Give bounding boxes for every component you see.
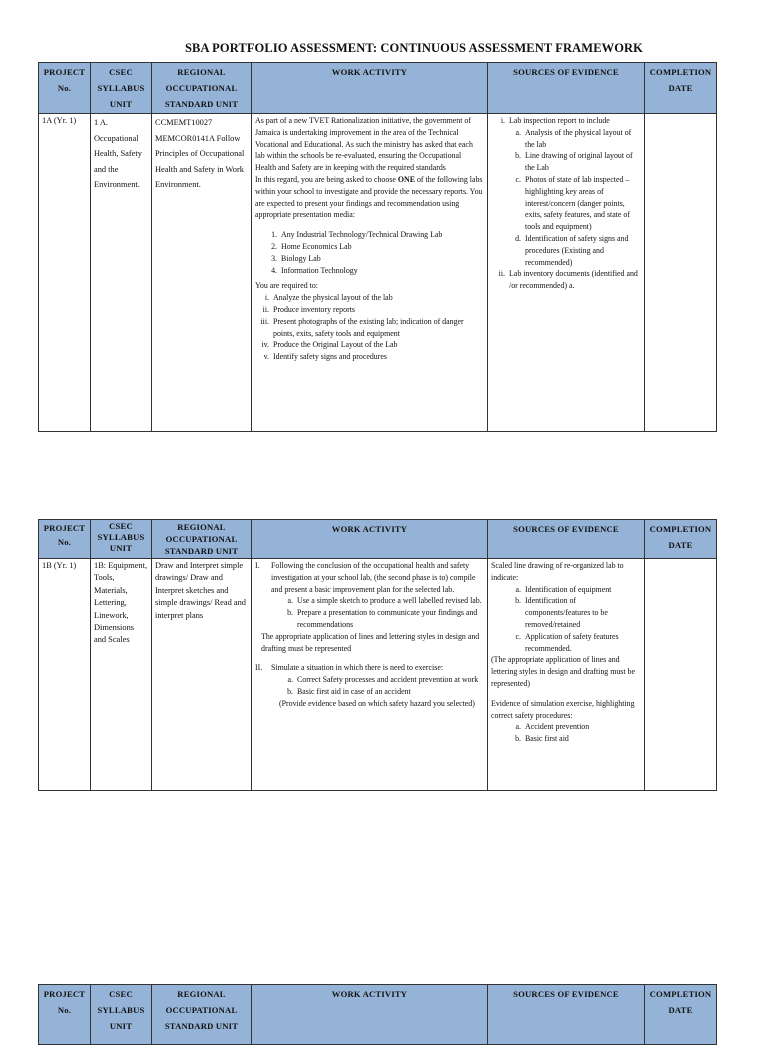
header-regional-standard-unit: REGIONAL OCCUPATIONAL STANDARD UNIT (152, 520, 252, 559)
header-regional-standard-unit: REGIONAL OCCUPATIONAL STANDARD UNIT (152, 985, 252, 1045)
work-instruction: In this regard, you are being asked to choose ONE of the following labs within your school to investigate and provide the necessary reports. You are expected to present your findings and recommendation using appropriate presentation media: (255, 174, 483, 220)
assessment-table-next (38, 984, 717, 1045)
list-item: d. Identification of safety signs and procedures (Existing and recommended) (515, 233, 629, 267)
list-item: i. Lab inspection report to include (500, 116, 610, 125)
header-sources-of-evidence: SOURCES OF EVIDENCE (488, 520, 645, 559)
regional-standard-cell: CCMEMT10027 MEMCOR0141A Follow Principles of Occupational Health and Safety in Work Environment. (152, 114, 252, 432)
list-item: II. Simulate a situation in which there is need to exercise: (255, 663, 444, 673)
part1-sublist (255, 595, 484, 630)
lab-options-list (255, 229, 484, 276)
list-item: 3. Biology Lab (271, 253, 321, 263)
table-header-row (39, 520, 717, 559)
header-project-no: PROJECT No. (39, 63, 91, 114)
table-row (39, 114, 717, 432)
sources-of-evidence-cell (488, 559, 645, 791)
completion-date-cell (645, 559, 717, 791)
work-intro: As part of a new TVET Rationalization initiative, the government of Jamaica is undertaking improvement in the area of the Technical Vocational and Educational. As such the ministry has asked that each lab within the schools be re-evaluated, ensuring the Occupational Health and Safety are in keeping with the required standards (255, 116, 473, 173)
list-item: iv. Produce the Original Layout of the Lab (261, 340, 398, 350)
list-item: a. Identification of equipment (515, 584, 612, 594)
header-completion-date: COMPLETION DATE (645, 63, 717, 114)
part1-note: The appropriate application of lines and lettering styles in design and drafting must be represented (261, 631, 480, 653)
csec-unit-cell: 1 A. Occupational Health, Safety and the Environment. (91, 114, 152, 432)
header-regional-standard-unit: REGIONAL OCCUPATIONAL STANDARD UNIT (152, 63, 252, 114)
list-item: b. Identification of components/features to be removed/retained (515, 596, 608, 629)
regional-standard-cell: Draw and Interpret simple drawings/ Draw and Interpret sketches and simple drawings/ Read and interpret plans (152, 559, 252, 791)
list-item: c. Photos of state of lab inspected – highlighting key areas of interest/concern (danger points, exits, safety features, and state of tools and equipment) (515, 174, 630, 232)
header-completion-date: COMPLETION DATE (645, 520, 717, 559)
header-sources-of-evidence: SOURCES OF EVIDENCE (488, 985, 645, 1045)
assessment-table-1b (38, 519, 717, 791)
header-work-activity: WORK ACTIVITY (252, 63, 488, 114)
list-item: b. Basic first aid in case of an accident (287, 686, 411, 696)
list-item: I. Following the conclusion of the occupational health and safety investigation at your school lab, (the second phase is to) compile and present a basic improvement plan for the selected lab. (255, 561, 476, 594)
evidence-sublist (491, 584, 641, 655)
table-header-row (39, 985, 717, 1045)
list-item: 1. Any Industrial Technology/Technical Drawing Lab (271, 230, 443, 240)
sources-note: (The appropriate application of lines and lettering styles in design and drafting must be represented) (491, 655, 635, 688)
sources-evidence: Evidence of simulation exercise, highlighting correct safety procedures: (491, 698, 635, 720)
list-item: iii. Present photographs of the existing lab; indication of danger points, exits, safety tools and equipment (260, 316, 464, 338)
list-item: b. Basic first aid (515, 734, 569, 744)
page-title: SBA PORTFOLIO ASSESSMENT: CONTINUOUS ASSESSMENT FRAMEWORK (184, 41, 644, 55)
list-item: ii. Produce inventory reports (262, 304, 355, 314)
header-work-activity: WORK ACTIVITY (252, 985, 488, 1045)
header-project-no: PROJECT No. (39, 985, 91, 1045)
assessment-table-1a (38, 62, 717, 432)
part2-note: (Provide evidence based on which safety hazard you selected) (279, 698, 475, 708)
list-item: b. Prepare a presentation to communicate your findings and recommendations (287, 608, 478, 629)
sources-of-evidence-cell (488, 114, 645, 432)
list-item: v. Identify safety signs and procedures (263, 352, 387, 362)
list-item: a. Analysis of the physical layout of the lab (515, 127, 632, 149)
header-csec-syllabus-unit: CSEC SYLLABUS UNIT (91, 520, 152, 559)
list-item: a. Use a simple sketch to produce a well labelled revised lab. (287, 596, 482, 606)
header-sources-of-evidence: SOURCES OF EVIDENCE (488, 63, 645, 114)
header-completion-date: COMPLETION DATE (645, 985, 717, 1045)
list-item: ii. Lab inventory documents (identified and /or recommended) a. (498, 269, 638, 291)
emphasis-one: ONE (397, 174, 415, 184)
list-item: b. Line drawing of original layout of the Lab (515, 151, 633, 173)
table-header-row (39, 63, 717, 114)
list-item: 4. Information Technology (271, 265, 358, 275)
sources-intro: Scaled line drawing of re-organized lab to indicate: (491, 561, 624, 582)
list-item: a. Correct Safety processes and accident prevention at work (287, 675, 479, 685)
work-activity-cell (252, 559, 488, 791)
required-label: You are required to: (255, 281, 318, 291)
part2-sublist (255, 674, 484, 698)
evidence-sublist (491, 721, 641, 745)
list-item: c. Application of safety features recommended. (515, 631, 619, 653)
header-work-activity: WORK ACTIVITY (252, 520, 488, 559)
list-item: 2. Home Economics Lab (271, 241, 352, 251)
header-csec-syllabus-unit: CSEC SYLLABUS UNIT (91, 63, 152, 114)
requirements-list (255, 292, 484, 363)
list-item: i. Analyze the physical layout of the lab (264, 293, 393, 303)
header-project-no: PROJECT No. (39, 520, 91, 559)
completion-date-cell (645, 114, 717, 432)
project-number-cell: 1A (Yr. 1) (39, 114, 91, 432)
table-row (39, 559, 717, 791)
csec-unit-cell: 1B: Equipment, Tools, Materials, Lettering, Linework, Dimensions and Scales (91, 559, 152, 791)
header-csec-syllabus-unit: CSEC SYLLABUS UNIT (91, 985, 152, 1045)
list-item: a. Accident prevention (515, 722, 590, 732)
evidence-sublist (491, 127, 641, 269)
project-number-cell: 1B (Yr. 1) (39, 559, 91, 791)
work-activity-cell (252, 114, 488, 432)
